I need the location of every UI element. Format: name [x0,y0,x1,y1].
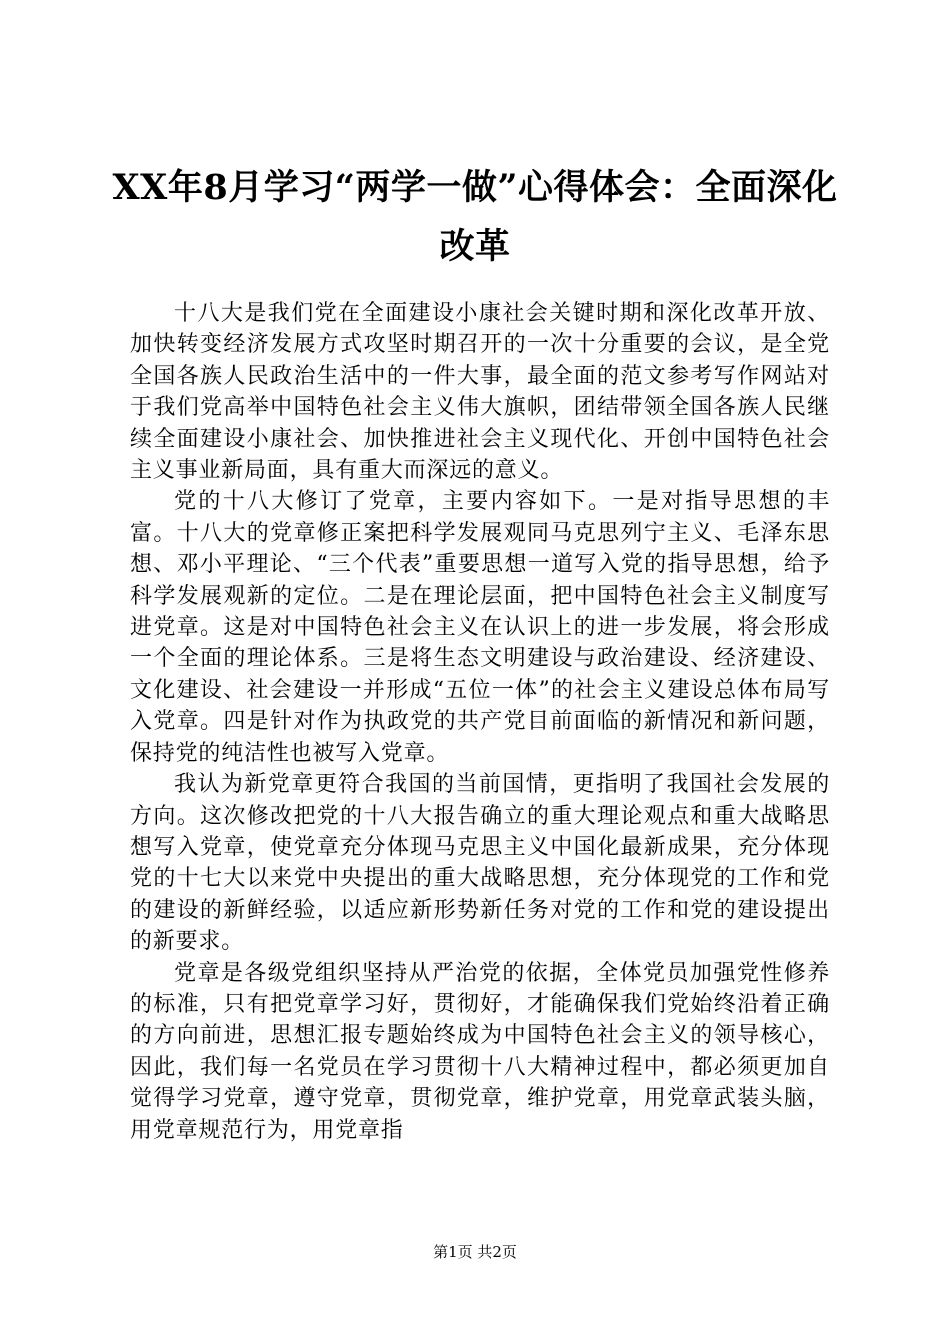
paragraph-2: 党的十八大修订了党章，主要内容如下。一是对指导思想的丰富。十八大的党章修正案把科学发展观同马克思列宁主义、毛泽东思想、邓小平理论、“三个代表”重要思想一道写入党的指导思想，给予科学发展观新的定位。二是在理论层面，把中国特色社会主义制度写进党章。这是对中国特色社会主义在认识上的进一步发展，将会形成一个全面的理论体系。三是将生态文明建设与政治建设、经济建设、文化建设、社会建设一并形成“五位一体”的社会主义建设总体布局写入党章。四是针对作为执政党的共产党目前面临的新情况和新问题，保持党的纯洁性也被写入党章。 [130,489,830,766]
document-body [130,298,830,1146]
paragraph-1: 十八大是我们党在全面建设小康社会关键时期和深化改革开放、加快转变经济发展方式攻坚时期召开的一次十分重要的会议，是全党全国各族人民政治生活中的一件大事，最全面的范文参考写作网站对于我们党高举中国特色社会主义伟大旗帜，团结带领全国各族人民继续全面建设小康社会、加快推进社会主义现代化、开创中国特色社会主义事业新局面，具有重大而深远的意义。 [130,301,830,484]
paragraph-4: 党章是各级党组织坚持从严治党的依据，全体党员加强党性修养的标准，只有把党章学习好，贯彻好，才能确保我们党始终沿着正确的方向前进，思想汇报专题始终成为中国特色社会主义的领导核心，因此，我们每一名党员在学习贯彻十八大精神过程中，都必须更加自觉得学习党章，遵守党章，贯彻党章，维护党章，用党章武装头脑，用党章规范行为，用党章指 [130,960,830,1143]
document-title: XX年8月学习“两学一做”心得体会：全面深化改革 [112,167,838,267]
page-number-footer: 第1页 共2页 [433,1243,517,1261]
paragraph-3: 我认为新党章更符合我国的当前国情，更指明了我国社会发展的方向。这次修改把党的十八大报告确立的重大理论观点和重大战略思想写入党章，使党章充分体现马克思主义中国化最新成果，充分体现党的十七大以来党中央提出的重大战略思想，充分体现党的工作和党的建设的新鲜经验，以适应新形势新任务对党的工作和党的建设提出的新要求。 [130,772,830,955]
